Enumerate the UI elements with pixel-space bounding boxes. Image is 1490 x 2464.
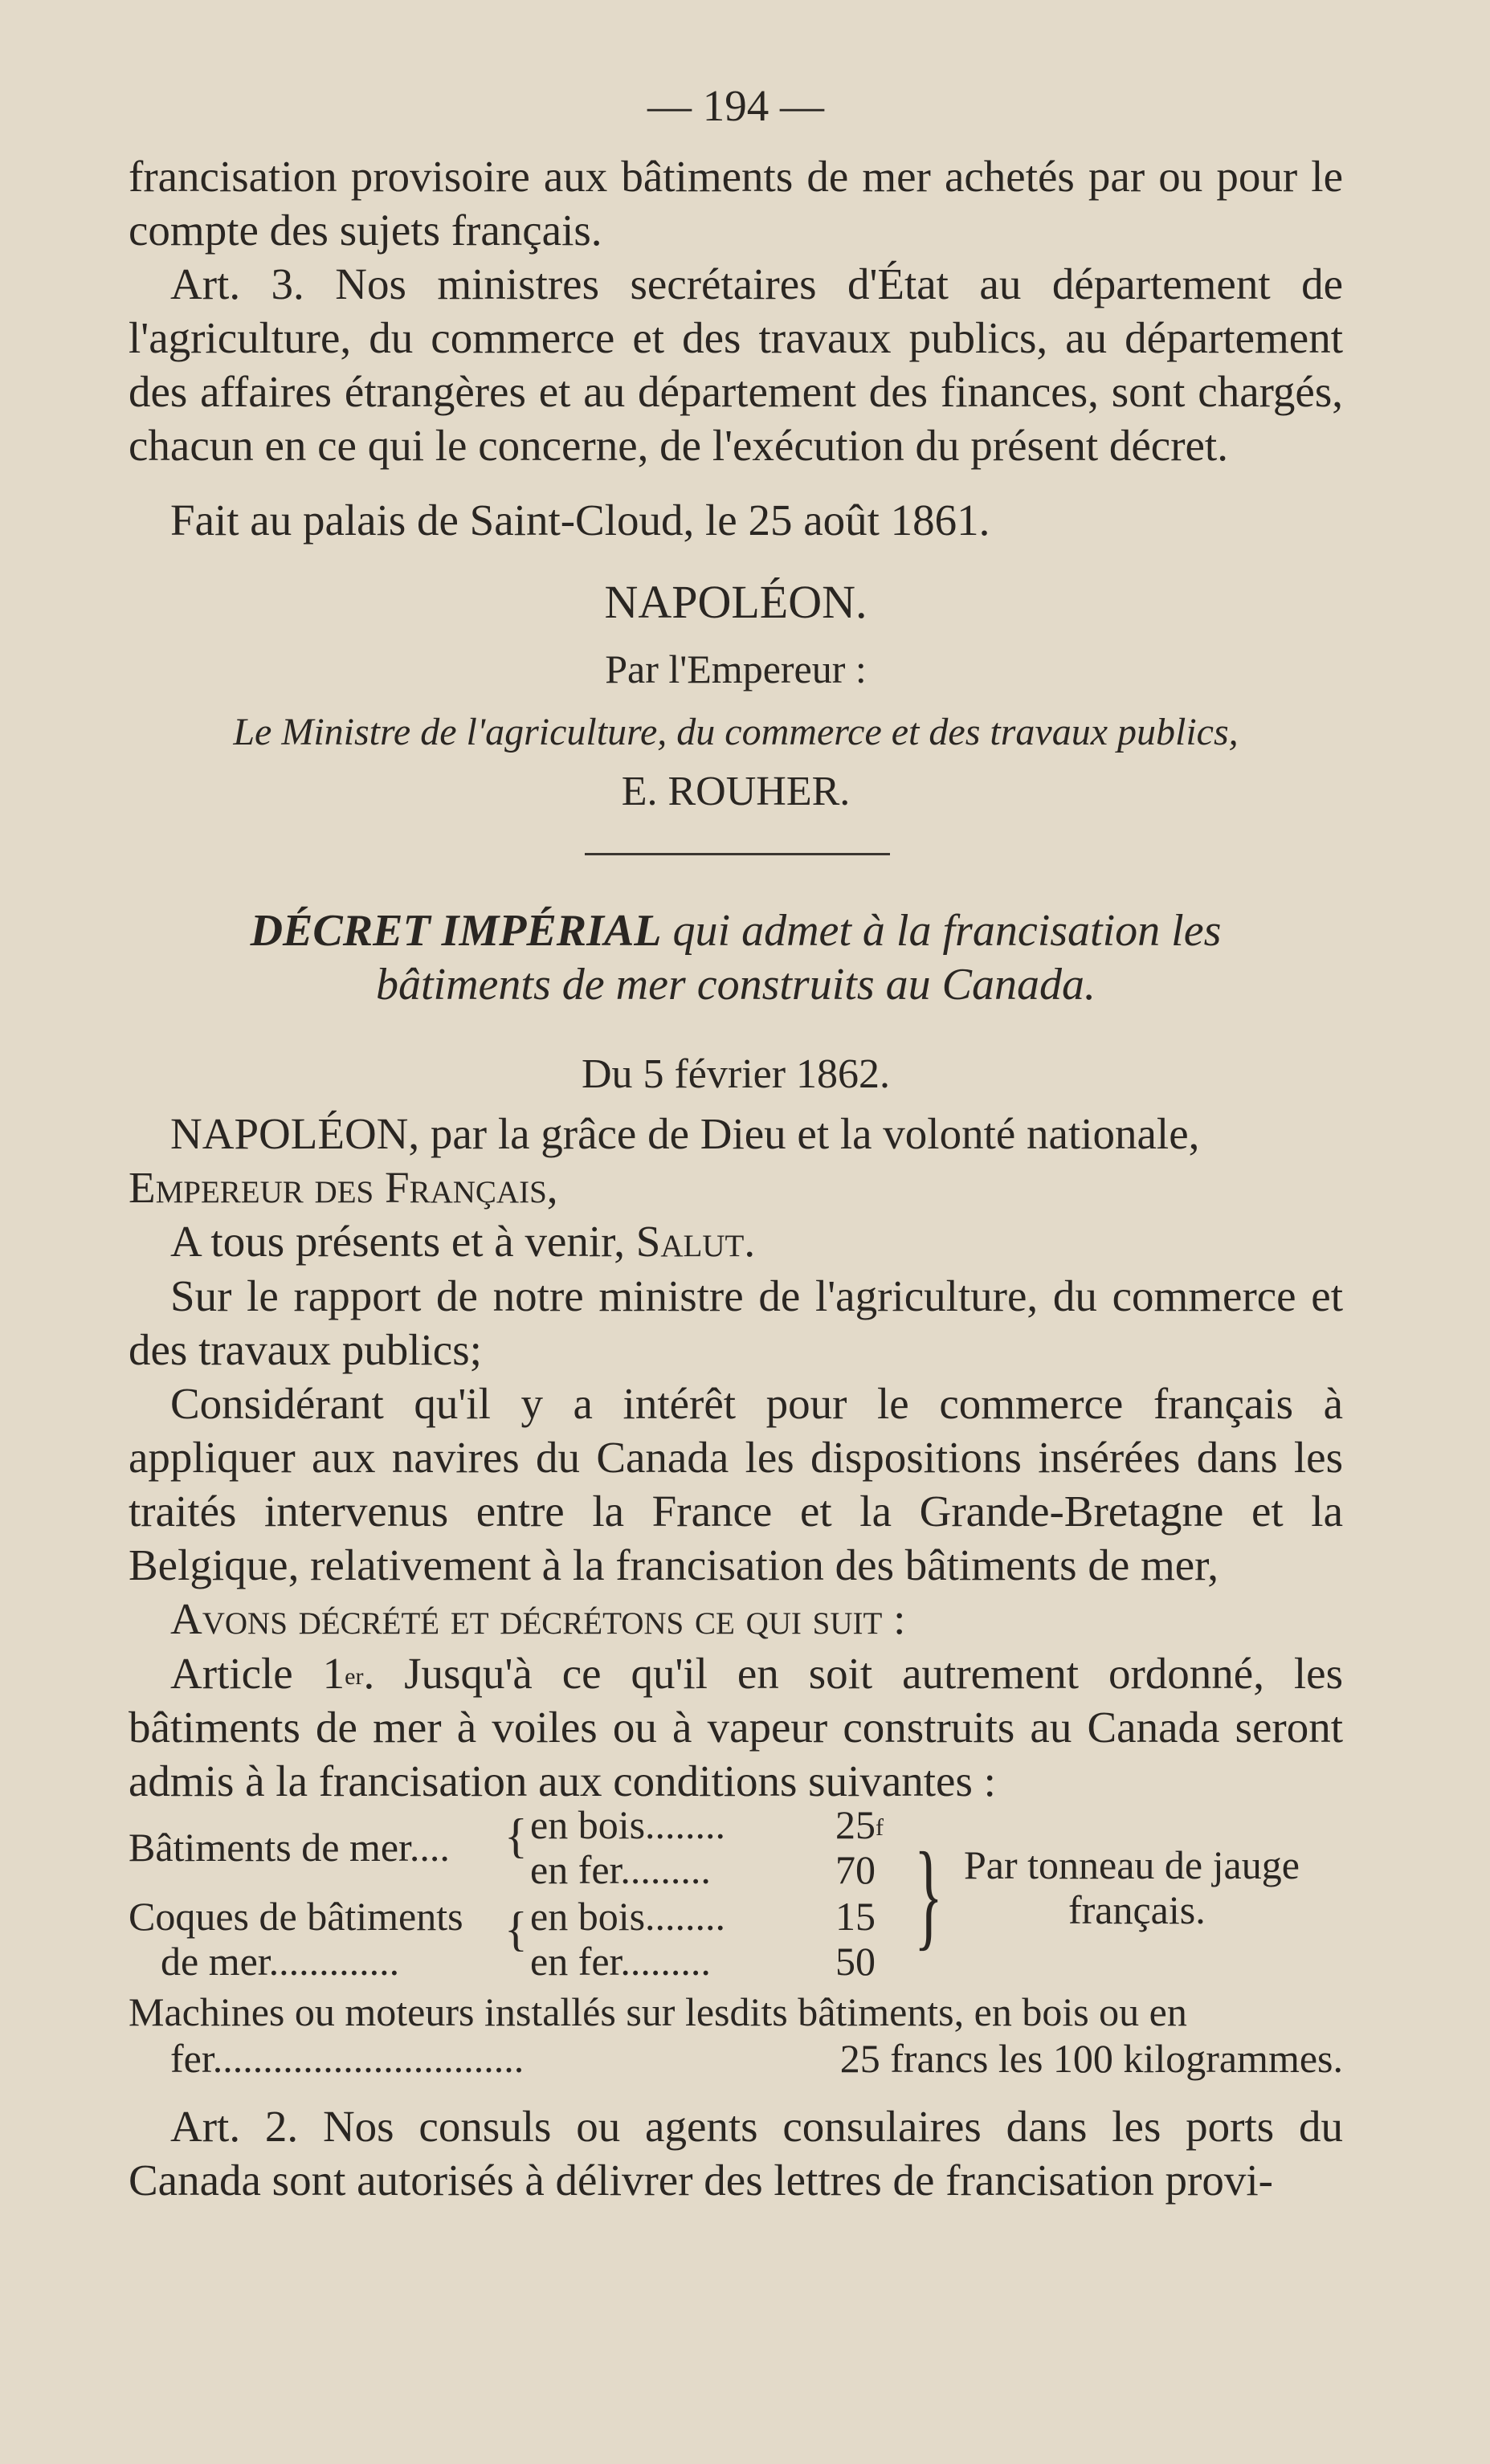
tariff-row-2-material: en fer......... <box>530 1847 711 1892</box>
preamble-line-1: NAPOLÉON, par la grâce de Dieu et la volonté nationale, <box>170 1109 1200 1158</box>
article-1-sup: er <box>345 1663 364 1690</box>
page-number: — 194 — <box>647 81 824 130</box>
preamble-salut-word: Salut. <box>635 1217 756 1266</box>
decree-title-lead: DÉCRET IMPÉRIAL <box>250 906 662 956</box>
article-1-text: . Jusqu'à ce qu'il en soit autrement ordonné, les bâtiments de mer à voiles ou à vapeur construits au Canada seront admis à la francisation aux conditions suivantes : <box>129 1649 1343 1805</box>
decree-title <box>161 904 1311 1012</box>
minister-signature: E. ROUHER. <box>621 769 851 814</box>
tariff-batiments-label: Bâtiments de mer.... <box>129 1825 450 1870</box>
tariff-left-brace-1: { <box>504 1809 528 1862</box>
preamble-salut <box>129 1214 1343 1268</box>
tariff-row-3-material: en bois........ <box>530 1894 726 1939</box>
tariff-note-2: français. <box>1068 1887 1206 1932</box>
rapport-paragraph: Sur le rapport de notre ministre de l'agriculture, du commerce et des travaux publics; <box>129 1271 1343 1374</box>
preamble-napoleon <box>129 1107 1343 1214</box>
tariff-coques-label-2: de mer............. <box>161 1939 400 1984</box>
article-3-paragraph: Art. 3. Nos ministres secrétaires d'État au département de l'agriculture, du commerce et des travaux publics, au département des affaires étrangères et au département des finances, sont chargés, chacun en ce qui le concerne, de l'exécution du présent décret. <box>129 259 1343 470</box>
tariff-row-4-material: en fer......... <box>530 1939 711 1984</box>
tariff-row-1-amount <box>835 1802 884 1847</box>
avons-decrete: Avons décrété et décrétons ce qui suit : <box>170 1594 906 1643</box>
tariff-row-1-material: en bois........ <box>530 1802 726 1847</box>
fait-line: Fait au palais de Saint-Cloud, le 25 août 1861. <box>170 496 990 545</box>
continuation-paragraph: francisation provisoire aux bâtiments de mer achetés par ou pour le compte des sujets français. <box>129 152 1343 255</box>
signature-napoleon: NAPOLÉON. <box>604 576 867 628</box>
article-1-lead: Article 1 <box>170 1649 345 1698</box>
minister-title: Le Ministre de l'agriculture, du commerce et des travaux publics, <box>233 711 1239 753</box>
section-divider <box>585 853 890 855</box>
tariff-row-2-amount: 70 <box>835 1847 876 1892</box>
tariff-coques-label-1: Coques de bâtiments <box>129 1894 463 1939</box>
tariff-table <box>129 1802 1343 1987</box>
decree-title-rest: qui admet à la francisation les bâtiments de mer construits au Canada. <box>376 906 1222 1010</box>
tariff-machines-line-2 <box>129 2035 1343 2082</box>
tariff-machines-line-1: Machines ou moteurs installés sur lesdits bâtiments, en bois ou en <box>129 1989 1187 2034</box>
tariff-machines-value: 25 francs les 100 kilogrammes. <box>839 2036 1343 2081</box>
article-2-paragraph: Art. 2. Nos consuls ou agents consulaires dans les ports du Canada sont autorisés à délivrer des lettres de francisation provi- <box>129 2102 1343 2205</box>
preamble-empereur: Empereur des Français, <box>129 1163 558 1212</box>
tariff-right-brace: } <box>914 1828 943 1961</box>
tariff-row-1-value: 25 <box>835 1802 876 1847</box>
tariff-row-3-amount: 15 <box>835 1894 876 1939</box>
tariff-row-4-amount: 50 <box>835 1939 876 1984</box>
tariff-machines-label: fer............................... <box>170 2036 525 2081</box>
considerant-paragraph: Considérant qu'il y a intérêt pour le commerce français à appliquer aux navires du Canada les dispositions insérées dans les traités intervenus entre la France et la Grande-Bretagne et la Belgique, relativement à la francisation des bâtiments de mer, <box>129 1379 1343 1589</box>
article-1-paragraph <box>129 1646 1343 1808</box>
decree-date: Du 5 février 1862. <box>581 1051 891 1097</box>
par-empereur: Par l'Empereur : <box>605 647 867 691</box>
tariff-note-1: Par tonneau de jauge <box>964 1842 1300 1887</box>
tariff-left-brace-2: { <box>504 1903 528 1956</box>
preamble-a-tous: A tous présents et à venir, <box>170 1217 636 1266</box>
tariff-row-1-unit: f <box>876 1814 884 1841</box>
